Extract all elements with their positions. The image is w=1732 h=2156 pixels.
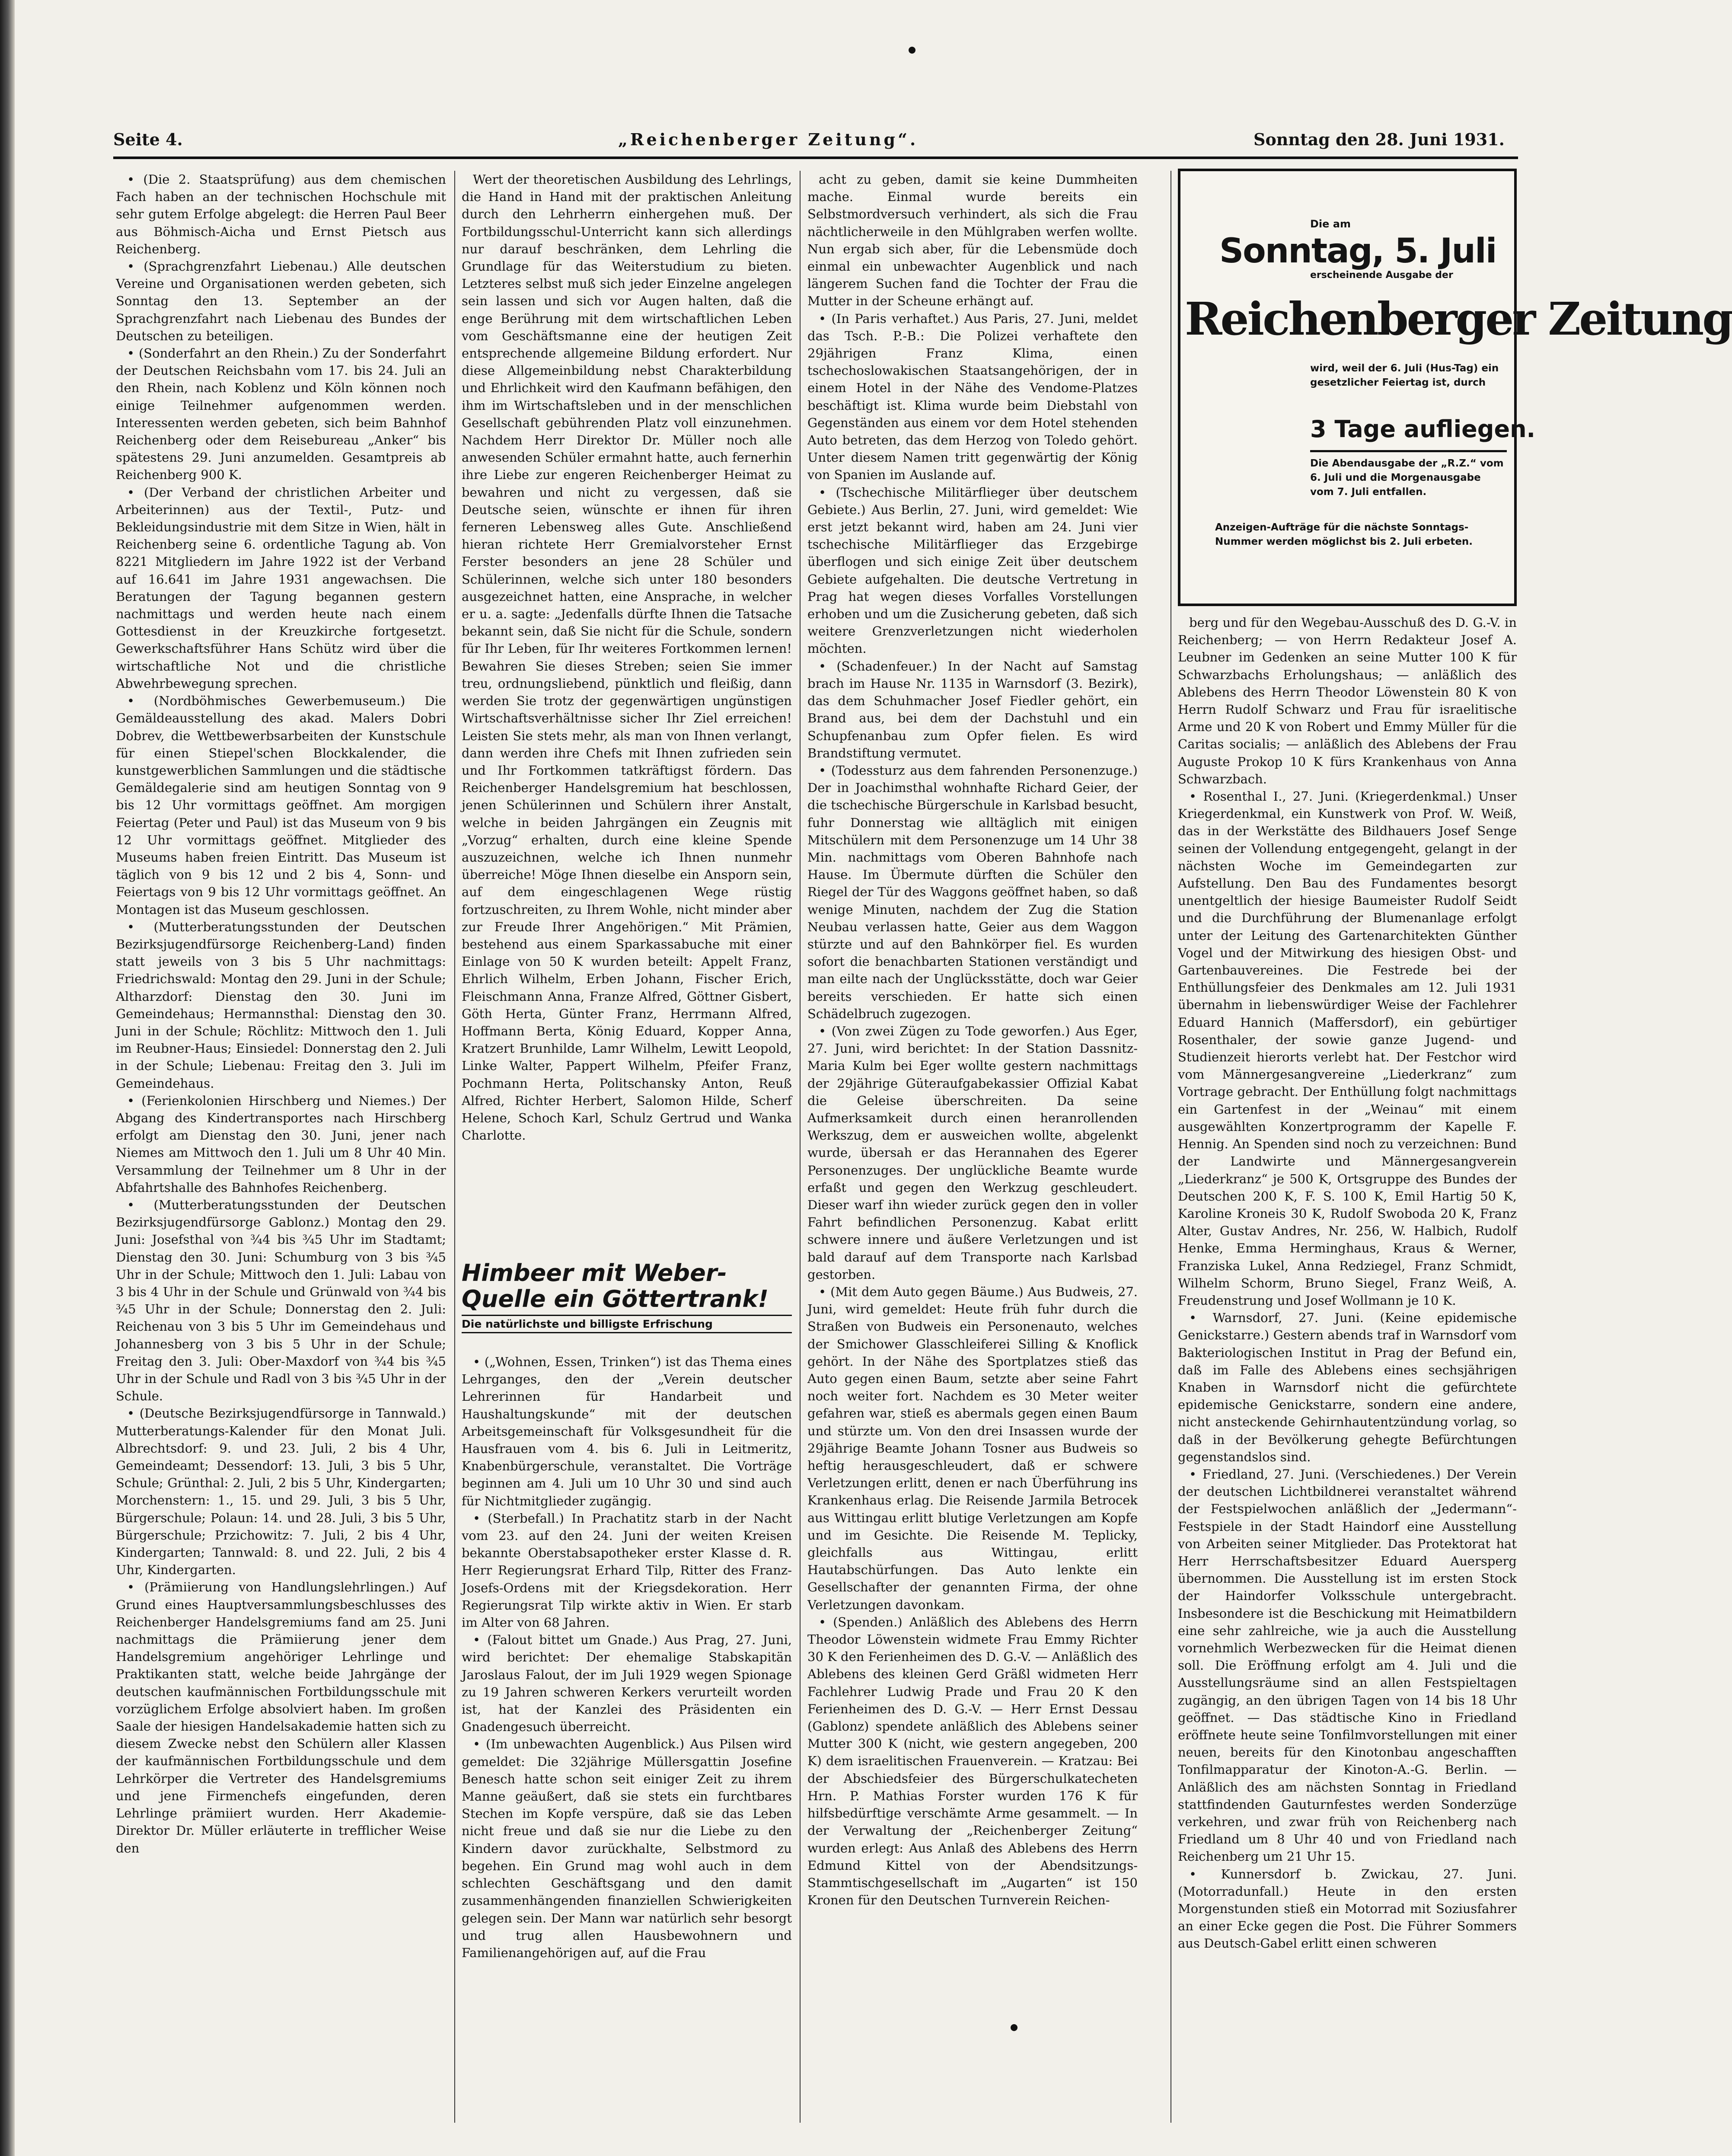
article-paragraph: • (Prämiierung von Handlungslehrlingen.) Auf Grund eines Hauptversammlungsbeschlusses des Reichenberger Handelsgremiums fand am 25. Juni nachmittags die Prämiierung jener dem Handelsgremium angehöriger Lehrlinge und Praktikanten statt, welche beide Jahrgänge der deutschen kaufmännischen Fortbildungsschule mit vorzüglichem Erfolge absolviert haben. Im großen Saale der hiesigen Handelsakademie hatten sich zu diesem Zwecke nebst den Schülern aller Klassen der kaufmännischen Fortbildungsschule und dem Lehrkörper die Vertreter des Handelsgremiums und jene Firmenchefs eingefunden, deren Lehrlinge prämiiert wurden. Herr Akademie-Direktor Dr. Müller erläuterte in trefflicher Weise den bbox=[116, 1580, 446, 1856]
article-paragraph: acht zu geben, damit sie keine Dummheiten mache. Einmal wurde bereits ein Selbstmordversuch verhindert, als sich die Frau nächtlicherweile in den Mühlgraben werfen wollte. Nun ergab sich aber, für die Lebensmüde doch einmal ein unbewachter Augenblick und nach längerem Suchen fand die Tochter der Frau die Mutter in der Scheune erhängt auf. bbox=[807, 172, 1138, 309]
article-paragraph: • (Sprachgrenzfahrt Liebenau.) Alle deutschen Vereine und Organisationen werden gebeten, sich Sonntag den 13. September an der Sprachgrenzfahrt nach Liebenau des Bundes der Deutschen zu beteiligen. bbox=[116, 259, 446, 343]
ad-line-7: Die Abendausgabe der „R.Z.“ vom 6. Juli und die Morgenausgabe vom 7. Juli entfallen. bbox=[1310, 458, 1504, 498]
article-paragraph: • Rosenthal I., 27. Juni. (Kriegerdenkmal.) Unser Kriegerdenkmal, ein Kunstwerk von Prof. W. Weiß, das in der Werkstätte des Bildhauers Josef Senge seinen der Vollendung entgegengeht, gelangt in der nächsten Woche im Gemeindegarten zur Aufstellung. Den Bau des Fundamentes besorgt unentgeltlich der hiesige Baumeister Rudolf Seidt und die Durchführung der Blumenanlage erfolgt unter der Leitung des Gartenarchitekten Günther Vogel und der Mitwirkung des hiesigen Obst- und Gartenbauvereines. Die Festrede bei der Enthüllungsfeier des Denkmales am 12. Juli 1931 übernahm in liebenswürdiger Weise der Fachlehrer Eduard Hannich (Maffersdorf), ein gebürtiger Rosenthaler, der sowie ganze Jugend- und Studienzeit hierorts verlebt hat. Der Festchor wird vom Männergesangvereine „Liederkranz“ zum Vortrage gebracht. Der Enthüllung folgt nachmittags ein Gartenfest in der „Weinau“ mit einem ausgewählten Konzertprogramm der Kapelle F. Hennig. An Spenden sind noch zu verzeichnen: Bund der Landwirte und Männergesangverein „Liederkranz“ je 500 K, Ortsgruppe des Bundes der Deutschen 200 K, F. S. 100 K, Emil Hartig 50 K, Karoline Kroneis 30 K, Rudolf Swoboda 20 K, Franz Alter, Gustav Andres, Nr. 256, W. Halbich, Rudolf Henke, Emma Herminghaus, Kraus & Werner, Franziska Lukel, Anna Redziegel, Franz Schmidt, Wilhelm Schorm, Bruno Siegel, Franz Weiß, A. Freudenstrung und Josef Wollmann je 10 K. bbox=[1178, 789, 1517, 1308]
ad-line-2: Sonntag, 5. Juli bbox=[1219, 232, 1496, 271]
ad-line-1: Die am bbox=[1310, 218, 1351, 230]
article-paragraph: • („Wohnen, Essen, Trinken“) ist das Thema eines Lehrganges, den der „Verein deutscher Lehrerinnen für Handarbeit und Haushaltungskunde“ mit der deutschen Arbeitsgemeinschaft für Volksgesundheit für die Hausfrauen vom 4. bis 6. Juli in Leitmeritz, Knabenbürgerschule, veranstaltet. Die Vorträge beginnen am 4. Juli um 10 Uhr 30 und sind auch für Nichtmitglieder zugängig. bbox=[462, 1354, 792, 1508]
article-paragraph: • (Mit dem Auto gegen Bäume.) Aus Budweis, 27. Juni, wird gemeldet: Heute früh fuhr durch die Straßen von Budweis ein Personenauto, welches der Smichower Glasschleiferei Silling & Knoflick gehört. In der Nähe des Sportplatzes stieß das Auto gegen einen Baum, setzte aber seine Fahrt noch weiter fort. Nachdem es 30 Meter weiter gefahren war, stieß es abermals gegen einen Baum und stürzte um. Von den drei Insassen wurde der 29jährige Beamte Johann Tosner aus Budweis so heftig herausgeschleudert, daß er schwere Verletzungen erlitt, denen er nach Überführung ins Krankenhaus erlag. Die Reisende Jarmila Betrocek aus Wittingau erlitt blutige Verletzungen am Kopfe und im Gesichte. Die Reisende M. Teplicky, gleichfalls aus Wittingau, erlitt Hautabschürfungen. Das Auto lenkte ein Gesellschafter der genannten Firma, der ohne Verletzungen davonkam. bbox=[807, 1284, 1138, 1612]
ad-line-5: wird, weil der 6. Juli (Hus-Tag) ein gesetzlicher Feiertag ist, durch bbox=[1310, 363, 1499, 388]
ad-line-6: 3 Tage aufliegen. bbox=[1310, 415, 1536, 443]
article-paragraph: berg und für den Wegebau-Ausschuß des D. G.-V. in Reichenberg; — von Herrn Redakteur Josef A. Leubner im Gedenken an seine Mutter 100 K für Schwarzbachs Erholungshaus; — anläßlich des Ablebens des Herrn Theodor Löwenstein 80 K von Herrn Rudolf Schwarz und Frau für israelitische Arme und 20 K von Robert und Emmy Müller für die Caritas socialis; — anläßlich des Ablebens der Frau Auguste Prokop 10 K fürs Krankenhaus von Anna Schwarzbach. bbox=[1178, 615, 1517, 786]
punch-dot bbox=[909, 47, 915, 54]
ad-line-8: Anzeigen-Aufträge für die nächste Sonntags-Nummer werden möglichst bis 2. Juli erbeten. bbox=[1215, 522, 1473, 547]
article-paragraph: Wert der theoretischen Ausbildung des Lehrlings, die Hand in Hand mit der praktischen Anleitung durch den Lehrherrn einhergehen muß. Der Fortbildungsschul-Unterricht kann sich allerdings nur darauf beschränken, dem Lehrling die Grundlage für das Weiterstudium zu bieten. Letzteres selbst muß sich jeder Einzelne angelegen sein lassen und sich vor Augen halten, daß die enge Berührung mit dem wirtschaftlichen Leben vom Geschäftsmanne eine der heutigen Zeit entsprechende allgemeine Bildung erfordert. Nur diese Allgemeinbildung nebst Charakterbildung und Ehrlichkeit wird den Kaufmann befähigen, den ihm im Wirtschaftsleben und in der menschlichen Gesellschaft gebührenden Platz voll einzunehmen. Nachdem Herr Direktor Dr. Müller noch alle anwesenden Schüler ermahnt hatte, auch fernerhin ihre Liebe zur engeren Reichenberger Heimat zu bewahren und nicht zu vergessen, daß sie Deutsche seien, wünschte er ihnen für ihren ferneren Lebensweg alles Gute. Anschließend hieran richtete Herr Gremialvorsteher Ernst Ferster besonders an jene 28 Schüler und Schülerinnen, welche sich unter 180 besonders ausgezeichnet hatten, eine Ansprache, in welcher er u. a. sagte: „Jedenfalls dürfte Ihnen die Tatsache bekannt sein, daß Sie nicht für die Schule, sondern für Ihr Leben, für Ihr weiteres Fortkommen lernen! Bewahren Sie dieses Streben; seien Sie immer treu, ordnungsliebend, pünktlich und fleißig, dann werden Sie trotz der gegenwärtigen ungünstigen Wirtschaftsverhältnisse sicher Ihr Ziel erreichen! Leisten Sie stets mehr, als man von Ihnen verlangt, dann werden ihre Chefs mit Ihnen zufrieden sein und Ihr Fortkommen tatkräftigst fördern. Das Reichenberger Handelsgremium hat beschlossen, jenen Schülerinnen und Schülern ihrer Anstalt, welche in beiden Jahrgängen ein Zeugnis mit „Vorzug“ erhalten, durch eine kleine Spende auszuzeichnen, welche ich Ihnen nunmehr überreiche! Möge Ihnen dieselbe ein Ansporn sein, auf dem eingeschlagenen Wege rüstig fortzuschreiten, zu Ihrem Wohle, nicht minder aber zur Freude Ihrer Angehörigen.“ Mit Prämien, bestehend aus einem Sparkassabuche mit einer Einlage von 50 K wurden beteilt: Appelt Franz, Ehrlich Wilhelm, Erben Johann, Fischer Erich, Fleischmann Anna, Franze Alfred, Göttner Gisbert, Göth Herta, Günter Franz, Herrmann Alfred, Hoffmann Berta, König Eduard, Kopper Anna, Kratzert Brunhilde, Lamr Wilhelm, Lewitt Leopold, Linke Walter, Pappert Wilhelm, Pfeifer Franz, Pochmann Herta, Politschansky Anton, Reuß Alfred, Richter Herbert, Salomon Hilde, Scherf Helene, Schoch Karl, Schulz Gertrud und Wanka Charlotte. bbox=[462, 172, 792, 1143]
masthead: „Reichenberger Zeitung“. bbox=[618, 130, 919, 149]
article-paragraph: • Friedland, 27. Juni. (Verschiedenes.) Der Verein der deutschen Lichtbildnerei veranstaltet während der Festspielwochen anläßlich der „Jedermann“-Festspiele in der Stadt Haindorf eine Ausstellung von Arbeiten seiner Mitglieder. Das Protektorat hat Herr Herrschaftsbesitzer Eduard Auersperg übernommen. Die Ausstellung ist im ersten Stock der Haindorfer Volksschule untergebracht. Insbesondere ist die Beschickung mit Heimatbildern eine sehr zahlreiche, wie ja auch die Ausstellung vornehmlich Werbezwecken für die Heimat dienen soll. Die Eröffnung erfolgt am 4. Juli und die Ausstellungsräume sind an allen Festspieltagen zugängig, an den übrigen Tagen von 14 bis 18 Uhr geöffnet. — Das städtische Kino in Friedland eröffnete heute seine Tonfilmvorstellungen mit einer neuen, bereits für den Kinotonbau angeschafften Tonfilmapparatur der Kinoton-A.-G. Berlin. — Anläßlich des am nächsten Sonntag in Friedland stattfindenden Gauturnfestes werden Sonderzüge verkehren, und zwar früh von Reichenberg nach Friedland um 8 Uhr 40 und von Friedland nach Reichenberg um 21 Uhr 15. bbox=[1178, 1466, 1517, 1864]
article-paragraph: • (Deutsche Bezirksjugendfürsorge in Tannwald.) Mutterberatungs-Kalender für den Monat Juli. Albrechtsdorf: 9. und 23. Juli, 2 bis 4 Uhr, Gemeindeamt; Dessendorf: 13. Juli, 3 bis 5 Uhr, Schule; Grünthal: 2. Juli, 2 bis 5 Uhr, Kindergarten; Morchenstern: 1., 15. und 29. Juli, 3 bis 5 Uhr, Bürgerschule; Polaun: 14. und 28. Juli, 3 bis 5 Uhr, Bürgerschule; Przichowitz: 7. Juli, 2 bis 4 Uhr, Kindergarten; Tannwald: 8. und 22. Juli, 2 bis 4 Uhr, Kindergarten. bbox=[116, 1406, 446, 1578]
column-1 bbox=[116, 171, 446, 2123]
ad-line-3: erscheinende Ausgabe der bbox=[1310, 270, 1453, 281]
article-paragraph: • (Sonderfahrt an den Rhein.) Zu der Sonderfahrt der Deutschen Reichsbahn vom 17. bis 24. Juli an den Rhein, nach Koblenz und Köln können noch einige Teilnehmer aufgenommen werden. Interessenten werden gebeten, sich beim Bahnhof Reichenberg oder dem Reisebureau „Anker“ bis spätestens 29. Juni anzumelden. Gesamtpreis ab Reichenberg 900 K. bbox=[116, 346, 446, 482]
article-paragraph: • (Im unbewachten Augenblick.) Aus Pilsen wird gemeldet: Die 32jährige Müllersgattin Josefine Benesch hatte schon seit einiger Zeit zu ihrem Manne geäußert, daß sie stets ein furchtbares Stechen im Kopfe verspüre, daß sie das Leben nicht freue und daß sie nur die Liebe zu den Kindern davor zurückhalte, Selbstmord zu begehen. Ein Grund mag wohl auch in dem schlechten Geschäftsgang und den damit zusammenhängenden finanziellen Schwierigkeiten gelegen sein. Der Mann war natürlich sehr besorgt und trug allen Hausbewohnern und Familienangehörigen auf, auf die Frau bbox=[462, 1737, 792, 1960]
article-paragraph: • (Sterbefall.) In Prachatitz starb in der Nacht vom 23. auf den 24. Juni der weiten Kreisen bekannte Oberstabsapotheker erster Klasse d. R. Herr Regierungsrat Erhard Tilp, Ritter des Franz-Josefs-Ordens mit der Kriegsdekoration. Herr Regierungsrat Tilp wirkte aktiv in Wien. Er starb im Alter von 68 Jahren. bbox=[462, 1511, 792, 1630]
column-rule bbox=[800, 171, 801, 2123]
article-paragraph: • (Ferienkolonien Hirschberg und Niemes.) Der Abgang des Kindertransportes nach Hirschberg erfolgt am Dienstag den 30. Juni, jener nach Niemes am Mittwoch den 1. Juli um 8 Uhr 40 Min. Versammlung der Teilnehmer um 8 Uhr in der Abfahrtshalle des Bahnhofes Reichenberg. bbox=[116, 1093, 446, 1195]
ad-himbeer bbox=[462, 1260, 792, 1333]
article-paragraph: • (Falout bittet um Gnade.) Aus Prag, 27. Juni, wird berichtet: Der ehemalige Stabskapitän Jaroslaus Falout, der im Juli 1929 wegen Spionage zu 19 Jahren schweren Kerkers verurteilt worden ist, hat der Kanzlei des Präsidenten ein Gnadengesuch überreicht. bbox=[462, 1632, 792, 1734]
article-paragraph: • (Mutterberatungsstunden der Deutschen Bezirksjugendfürsorge Gablonz.) Montag den 29. Juni: Josefsthal von ¾4 bis ¾5 Uhr im Stadtamt; Dienstag den 30. Juni: Schumburg von 3 bis ¾5 Uhr in der Schule; Mittwoch den 1. Juli: Labau von 3 bis 4 Uhr in der Schule und Grünwald von ¾4 bis ¾5 Uhr in der Schule; Donnerstag den 2. Juli: Reichenau von 3 bis 5 Uhr im Gemeindehaus und Johannesberg von 3 bis 5 Uhr in der Schule; Freitag den 3. Juli: Ober-Maxdorf von ¾4 bis ¾5 Uhr in der Schule und Radl von 3 bis ¾5 Uhr in der Schule. bbox=[116, 1197, 446, 1404]
ad-rule bbox=[1310, 450, 1507, 452]
article-paragraph: • (Mutterberatungsstunden der Deutschen Bezirksjugendfürsorge Reichenberg-Land) finden statt jeweils von 3 bis 5 Uhr nachmittags: Friedrichswald: Montag den 29. Juni in der Schule; Altharzdorf: Dienstag den 30. Juni im Gemeindehaus; Hermannsthal: Dienstag den 30. Juni in der Schule; Röchlitz: Mittwoch den 1. Juli im Reubner-Haus; Einsiedel: Donnerstag den 2. Juli in der Schule; Liebenau: Freitag den 3. Juli im Gemeindehaus. bbox=[116, 919, 446, 1091]
page-number: Seite 4. bbox=[113, 130, 183, 149]
article-paragraph: • (Der Verband der christlichen Arbeiter und Arbeiterinnen) aus der Textil-, Putz- und Bekleidungsindustrie mit dem Sitze in Wien, hält in Reichenberg seine 6. ordentliche Tagung ab. Von 8221 Mitgliedern im Jahre 1922 ist der Verband auf 16.641 im Jahre 1931 angewachsen. Die Beratungen der Tagung begannen gestern nachmittags und werden heute nach einem Gottesdienst in der Kreuzkirche fortgesetzt. Gewerkschaftsführer Hans Schütz wird über die wirtschaftliche Not und die christliche Abwehrbewegung sprechen. bbox=[116, 485, 446, 691]
column-4 bbox=[1178, 614, 1517, 2123]
article-paragraph: • Warnsdorf, 27. Juni. (Keine epidemische Genickstarre.) Gestern abends traf in Warnsdorf vom Bakteriologischen Institut in Prag der Befund ein, daß im Falle des Ablebens eines sechsjährigen Knaben in Warnsdorf nicht die gefürchtete epidemische Genickstarre, sondern eine andere, nicht ansteckende Gehirnhautentzündung vorlag, so daß in der Bevölkerung gehegte Befürchtungen gegenstandslos sind. bbox=[1178, 1310, 1517, 1464]
column-rule bbox=[454, 171, 455, 2123]
ad-title: Reichenberger Zeitung bbox=[1185, 292, 1732, 345]
article-paragraph: • (Todessturz aus dem fahrenden Personenzuge.) Der in Joachimsthal wohnhafte Richard Geier, der die tschechische Bürgerschule in Karlsbad besucht, fuhr Donnerstag wie alltäglich mit einigen Mitschülern mit dem Personenzuge um 14 Uhr 38 Min. nachmittags vom Oberen Bahnhofe nach Hause. Im Übermute dürften die Schüler den Riegel der Tür des Waggons geöffnet haben, so daß wenige Minuten, nachdem der Zug die Station Neubau verlassen hatte, Geier aus dem Waggon stürzte und auf den Bahnkörper fiel. Es wurden sofort die benachbarten Stationen verständigt und man eilte nach der Unglücksstätte, doch war Geier bereits verschieden. Er hatte sich einen Schädelbruch zugezogen. bbox=[807, 763, 1138, 1021]
article-paragraph: • (Von zwei Zügen zu Tode geworfen.) Aus Eger, 27. Juni, wird berichtet: In der Station Dassnitz-Maria Kulm bei Eger wollte gestern nachmittags der 29jährige Güteraufgabekassier Offizial Kabat die Geleise überschreiten. Da seine Aufmerksamkeit durch einen heranrollenden Werkszug, dem er ausweichen wollte, abgelenkt wurde, übersah er das Herannahen des Egerer Personenzuges. Der unglückliche Beamte wurde erfaßt und gegen den Werkzug geschleudert. Dieser warf ihn wieder zurück gegen den in voller Fahrt befindlichen Personenzug. Kabat erlitt schwere innere und äußere Verletzungen und ist bald darauf auf dem Transporte nach Karlsbad gestorben. bbox=[807, 1023, 1138, 1282]
ad-notice-box bbox=[1178, 169, 1732, 606]
article-paragraph: • (Schadenfeuer.) In der Nacht auf Samstag brach im Hause Nr. 1135 in Warnsdorf (3. Bezirk), das dem Schuhmacher Josef Fiedler gehört, ein Brand aus, bei dem der Dachstuhl und ein Schupfenanbau zum Opfer fielen. Es wird Brandstiftung vermutet. bbox=[807, 658, 1138, 760]
article-paragraph: • (Nordböhmisches Gewerbemuseum.) Die Gemäldeausstellung des akad. Malers Dobri Dobrev, die Wettbewerbsarbeiten der Kunstschule für einen Stiepel'schen Blockkalender, die kunstgewerblichen Sammlungen und die städtische Gemäldegalerie sind am heutigen Sonntag von 9 bis 12 Uhr vormittags geöffnet. Am morgigen Feiertag (Peter und Paul) ist das Museum von 9 bis 12 Uhr vormittags geöffnet. Mitglieder des Museums haben freien Eintritt. Das Museum ist täglich von 9 bis 12 und 2 bis 4, Sonn- und Feiertags von 9 bis 12 Uhr vormittags geöffnet. An Montagen ist das Museum geschlossen. bbox=[116, 693, 446, 917]
ad-himbeer-headline: Himbeer mit Weber-Quelle ein Göttertrank! bbox=[462, 1259, 769, 1313]
article-paragraph: • (Die 2. Staatsprüfung) aus dem chemischen Fach haben an der technischen Hochschule mit sehr gutem Erfolge abgelegt: die Herren Paul Beer aus Böhmisch-Aicha und Ernst Pietsch aus Reichenberg. bbox=[116, 172, 446, 256]
column-2 bbox=[462, 171, 792, 1247]
article-paragraph: • (Tschechische Militärflieger über deutschem Gebiete.) Aus Berlin, 27. Juni, wird gemeldet: Wie erst jetzt bekannt wird, haben am 24. Juni vier tschechische Militärflieger das Erzgebirge überflogen und sich einige Zeit über deutschem Gebiete aufgehalten. Die deutsche Vertretung in Prag hat wegen dieses Vorfalles Vorstellungen erhoben und um die Zusicherung gebeten, daß sich weitere Grenzverletzungen nicht wiederholen möchten. bbox=[807, 485, 1138, 656]
header-rule bbox=[113, 157, 1518, 159]
issue-date: Sonntag den 28. Juni 1931. bbox=[1254, 130, 1505, 149]
column-3 bbox=[807, 171, 1138, 2123]
binding-edge bbox=[0, 0, 15, 2156]
article-paragraph: • (Spenden.) Anläßlich des Ablebens des Herrn Theodor Löwenstein widmete Frau Emmy Richter 30 K den Ferienheimen des D. G.-V. — Anläßlich des Ablebens des kleinen Gerd Gräßl widmeten Herr Fachlehrer Ludwig Prade und Frau 20 K den Ferienheimen des D. G.-V. — Herr Ernst Dessau (Gablonz) spendete anläßlich des Ablebens seiner Mutter 300 K (nicht, wie gestern angegeben, 200 K) dem israelitischen Frauenverein. — Kratzau: Bei der Abschiedsfeier des Bürgerschulkatecheten Hrn. P. Mathias Forster wurden 176 K für hilfsbedürftige verschämte Arme gesammelt. — In der Verwaltung der „Reichenberger Zeitung“ wurden erlegt: Aus Anlaß des Ablebens des Herrn Edmund Kittel von der Abendsitzungs-Stammtischgesellschaft im „Augarten“ ist 150 Kronen für den Deutschen Turnverein Reichen- bbox=[807, 1614, 1138, 1908]
column-2-lower bbox=[462, 1353, 792, 2123]
article-paragraph: • Kunnersdorf b. Zwickau, 27. Juni. (Motorradunfall.) Heute in den ersten Morgenstunden stieß ein Motorrad mit Soziusfahrer an einer Ecke gegen die Post. Die Führer Sommers aus Deutsch-Gabel erlitt einen schweren bbox=[1178, 1866, 1517, 1951]
article-paragraph: • (In Paris verhaftet.) Aus Paris, 27. Juni, meldet das Tsch. P.-B.: Die Polizei verhaftete den 29jährigen Franz Klima, einen tschechoslowakischen Staatsangehörigen, der in einem Hotel in der Nähe des Vendome-Platzes beschäftigt ist. Klima wurde beim Diebstahl von Gegenständen aus einem vor dem Hotel stehenden Auto betreten, das dem Herzog von Toledo gehört. Unter diesem Namen tritt gegenwärtig der König von Spanien im Auslande auf. bbox=[807, 311, 1138, 482]
ad-himbeer-subline: Die natürlichste und billigste Erfrischung bbox=[462, 1315, 792, 1333]
